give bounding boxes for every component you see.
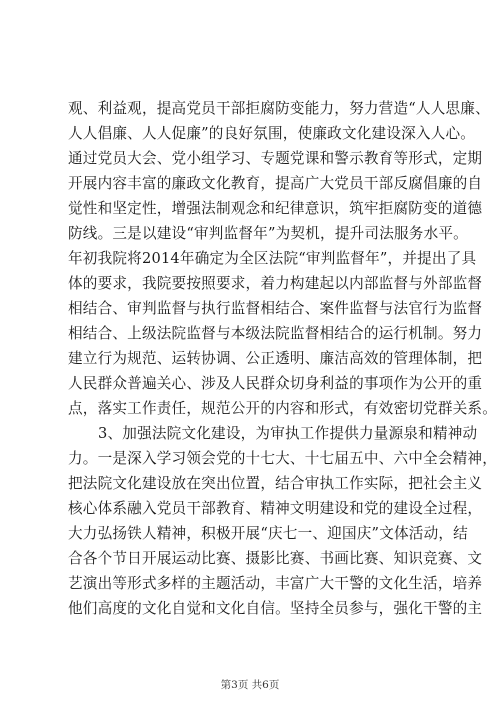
text-line: 合各个节日开展运动比赛、摄影比赛、书画比赛、知识竞赛、文 [68,550,483,567]
text-line: 他们高度的文化自觉和文化自信。坚持全员参与，强化干警的主 [68,600,483,617]
text-line: 体的要求，我院要按照要求，着力构建起以内部监督与外部监督 [68,275,483,292]
text-line: 把法院文化建设放在突出位置，结合审执工作实际，把社会主义 [68,475,483,492]
text-line: 力。一是深入学习领会党的十七大、十七届五中、六中全会精神， [68,450,498,467]
text-line: 大力弘扬铁人精神，积极开展“庆七一、迎国庆”文体活动，结 [68,525,468,542]
text-line: 观、利益观，提高党员干部拒腐防变能力，努力营造“人人思廉、 [68,100,490,117]
text-line: 觉性和坚定性，增强法制观念和纪律意识，筑牢拒腐防变的道德 [68,200,483,217]
text-line: 人民群众普遍关心、涉及人民群众切身利益的事项作为公开的重 [68,375,483,392]
text-line: 防线。三是以建设“审判监督年”为契机，提升司法服务水平。 [68,225,468,242]
text-line: 建立行为规范、运转协调、公正透明、廉洁高效的管理体制，把 [68,350,483,367]
text-line: 相结合、上级法院监督与本级法院监督相结合的运行机制。努力 [68,325,483,342]
text-line: 开展内容丰富的廉政文化教育，提高广大党员干部反腐倡廉的自 [68,175,483,192]
text-line: 人人倡廉、人人促廉”的良好氛围，使廉政文化建设深入人心。 [68,125,476,142]
page-footer: 第3页 共6页 [220,679,280,691]
text-line-heading: 3、加强法院文化建设，为审执工作提供力量源泉和精神动 [98,425,478,442]
text-line: 核心体系融入党员干部教育、精神文明建设和党的建设全过程， [68,500,483,517]
body-text [68,96,498,621]
text-line: 通过党员大会、党小组学习、专题党课和警示教育等形式，定期 [68,150,483,167]
text-line: 艺演出等形式多样的主题活动，丰富广大干警的文化生活，培养 [68,575,483,592]
text-line: 相结合、审判监督与执行监督相结合、案件监督与法官行为监督 [68,300,483,317]
text-line: 点，落实工作责任，规范公开的内容和形式，有效密切党群关系。 [68,400,498,417]
text-line: 年初我院将2014年确定为全区法院“审判监督年”，并提出了具 [68,250,477,267]
